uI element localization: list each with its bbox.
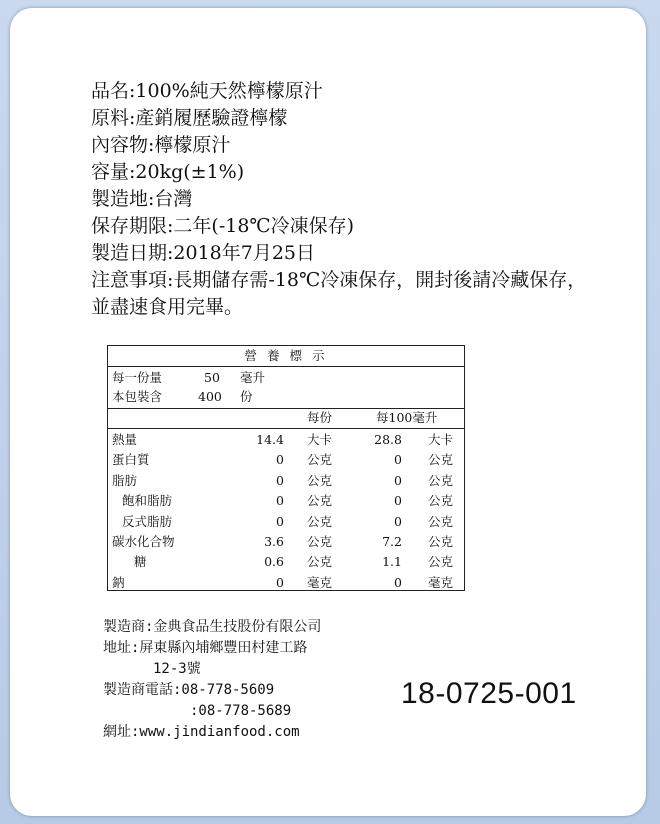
website: 網址:www.jindianfood.com bbox=[103, 724, 300, 740]
per-serving-unit: 公克 bbox=[307, 513, 333, 529]
serving-value: 50 bbox=[204, 370, 220, 385]
divider bbox=[108, 428, 464, 429]
package-label: 本包裝含 bbox=[112, 389, 163, 404]
storage-note: 注意事項:長期儲存需-18℃冷凍保存，開封後請冷藏保存，並盡速食用完畢。 bbox=[91, 269, 587, 318]
per-serving-value: 0.6 bbox=[264, 554, 284, 570]
per-100ml-unit: 公克 bbox=[428, 493, 454, 509]
per-serving-unit: 公克 bbox=[307, 493, 333, 509]
nutrient-name: 蛋白質 bbox=[112, 452, 150, 468]
nutrient-row bbox=[108, 450, 464, 470]
per-100ml-unit: 公克 bbox=[428, 513, 454, 529]
per-serving-value: 0 bbox=[276, 513, 284, 529]
per-100ml-value: 0 bbox=[394, 493, 402, 509]
per-serving-value: 0 bbox=[276, 472, 284, 488]
phone: 製造商電話:08-778-5609 bbox=[103, 682, 275, 698]
nutrient-row bbox=[108, 430, 464, 450]
nutrient-row bbox=[108, 471, 464, 491]
manufacture-date: 製造日期:2018年7月25日 bbox=[91, 242, 316, 264]
contents: 內容物:檸檬原汁 bbox=[91, 134, 231, 156]
nutrition-title: 營 養 標 示 bbox=[108, 346, 464, 367]
nutrient-name: 反式脂肪 bbox=[122, 513, 173, 529]
per-serving-unit: 公克 bbox=[307, 534, 333, 549]
serving-unit: 毫升 bbox=[240, 370, 266, 385]
column-header-row bbox=[108, 408, 464, 428]
nutrient-name: 糖 bbox=[134, 554, 147, 570]
per-100ml-value: 28.8 bbox=[374, 432, 402, 447]
package-value: 400 bbox=[198, 389, 222, 404]
product-info bbox=[91, 78, 611, 321]
serving-row bbox=[108, 368, 464, 388]
per-serving-value: 0 bbox=[276, 574, 284, 590]
ingredients: 原料:產銷履歷驗證檸檬 bbox=[91, 107, 288, 129]
per-serving-unit: 公克 bbox=[307, 554, 333, 570]
nutrient-name: 脂肪 bbox=[112, 472, 138, 488]
address: 地址:屏東縣內埔鄉豐田村建工路 bbox=[103, 640, 308, 656]
per-100ml-unit: 毫克 bbox=[428, 574, 454, 590]
col-per-serving: 每份 bbox=[307, 410, 333, 425]
per-serving-value: 3.6 bbox=[264, 534, 284, 549]
per-100ml-value: 0 bbox=[394, 472, 402, 488]
per-serving-value: 14.4 bbox=[256, 432, 284, 447]
maker: 製造商:金典食品生技股份有限公司 bbox=[103, 619, 322, 635]
nutrient-name: 鈉 bbox=[112, 574, 125, 590]
manufacturer-info bbox=[103, 617, 321, 743]
nutrient-name: 熱量 bbox=[112, 432, 138, 447]
serving-label: 每一份量 bbox=[112, 370, 163, 385]
col-per-100ml: 每100毫升 bbox=[376, 410, 438, 425]
product-name: 品名:100%純天然檸檬原汁 bbox=[91, 80, 323, 102]
per-100ml-value: 7.2 bbox=[382, 534, 402, 549]
batch-code: 18-0725-001 bbox=[401, 677, 577, 710]
nutrient-row bbox=[108, 573, 464, 593]
per-serving-unit: 毫克 bbox=[307, 574, 333, 590]
phone2: :08-778-5689 bbox=[190, 703, 292, 719]
per-100ml-unit: 公克 bbox=[428, 554, 454, 570]
per-100ml-value: 1.1 bbox=[382, 554, 402, 570]
nutrition-table bbox=[107, 345, 465, 591]
per-serving-unit: 公克 bbox=[307, 452, 333, 468]
nutrient-name: 飽和脂肪 bbox=[122, 493, 173, 509]
address-line2: 12-3號 bbox=[153, 661, 201, 677]
per-100ml-value: 0 bbox=[394, 574, 402, 590]
per-100ml-unit: 大卡 bbox=[428, 432, 454, 447]
shelf-life: 保存期限:二年(-18℃冷凍保存) bbox=[91, 215, 355, 237]
capacity: 容量:20kg(±1%) bbox=[91, 161, 245, 183]
nutrient-row bbox=[108, 532, 464, 552]
nutrient-name: 碳水化合物 bbox=[112, 534, 175, 549]
nutrient-row bbox=[108, 491, 464, 511]
per-100ml-unit: 公克 bbox=[428, 472, 454, 488]
nutrient-row bbox=[108, 512, 464, 532]
per-100ml-value: 0 bbox=[394, 452, 402, 468]
per-100ml-value: 0 bbox=[394, 513, 402, 529]
per-100ml-unit: 公克 bbox=[428, 534, 454, 549]
per-serving-value: 0 bbox=[276, 452, 284, 468]
package-row bbox=[108, 387, 464, 407]
label-card bbox=[10, 8, 646, 816]
per-100ml-unit: 公克 bbox=[428, 452, 454, 468]
per-serving-value: 0 bbox=[276, 493, 284, 509]
nutrient-row bbox=[108, 552, 464, 572]
origin: 製造地:台灣 bbox=[91, 188, 193, 210]
package-unit: 份 bbox=[240, 389, 253, 404]
per-serving-unit: 大卡 bbox=[307, 432, 333, 447]
per-serving-unit: 公克 bbox=[307, 472, 333, 488]
